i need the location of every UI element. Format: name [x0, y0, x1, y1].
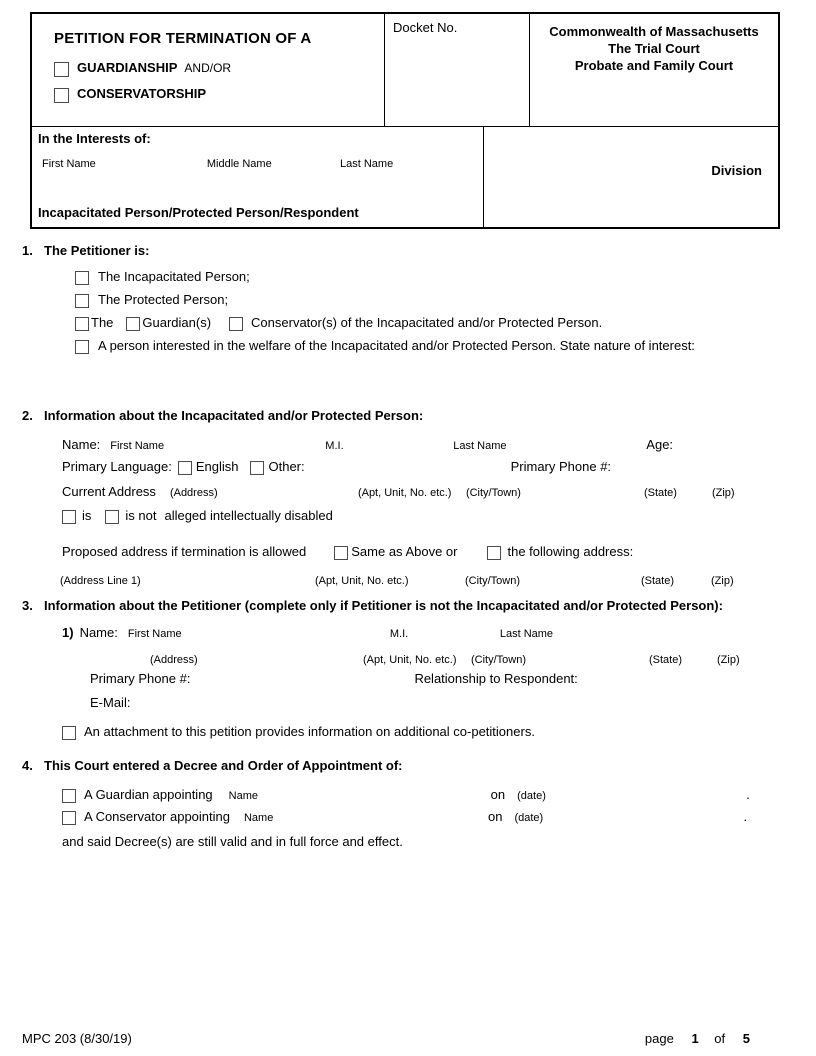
s2-age-label: Age: [646, 437, 674, 452]
the-label: The [91, 315, 114, 330]
s2-city-field [466, 484, 636, 500]
section-4-header [22, 758, 780, 773]
s2-city-caption: (City/Town) [465, 487, 521, 499]
court-line-2: The Trial Court [608, 41, 700, 56]
same-as-above-checkbox[interactable] [334, 546, 348, 560]
s3-zip-field [717, 651, 777, 667]
interests-first-name-caption: First Name [42, 158, 96, 170]
proposed-state-field [641, 572, 705, 588]
form-number: MPC 203 (8/30/19) [22, 1031, 132, 1046]
conservator-date-field [514, 809, 739, 825]
proposed-address1-field [60, 572, 305, 588]
guardian-appointing-label: A Guardian appointing [84, 787, 213, 802]
following-address-checkbox[interactable] [487, 546, 501, 560]
section-3-header [22, 598, 780, 613]
s2-apt-field [358, 484, 458, 500]
conservator-on-label: on [487, 809, 503, 824]
proposed-apt-caption: (Apt, Unit, No. etc.) [315, 575, 409, 587]
section-1-header [22, 243, 780, 258]
header-row-1 [32, 14, 778, 126]
proposed-state-caption: (State) [641, 575, 675, 587]
court-line-1: Commonwealth of Massachusetts [549, 24, 759, 39]
docket-cell [385, 14, 530, 126]
guardian-on-label: on [490, 787, 506, 802]
court-line-3: Probate and Family Court [574, 58, 734, 73]
section-3-title: Information about the Petitioner (complete only if Petitioner is not the Incapacitated and/or Protected Person): [44, 598, 723, 613]
s2-address-field [170, 484, 350, 500]
interested-person-label: A person interested in the welfare of the Incapacitated and/or Protected Person. State nature of interest: [98, 338, 695, 353]
proposed-zip-field [711, 572, 773, 588]
s2-phone-label: Primary Phone #: [510, 459, 612, 474]
conservator-decree-checkbox[interactable] [62, 811, 76, 825]
s3-relationship-label: Relationship to Respondent: [414, 671, 578, 686]
incapacitated-person-label: The Incapacitated Person; [98, 269, 250, 284]
decree-valid-label: and said Decree(s) are still valid and in full force and effect. [62, 834, 403, 849]
s2-zip-field [712, 484, 772, 500]
page-of-label: of [714, 1031, 726, 1046]
s2-address-caption: (Address) [169, 487, 218, 499]
guardians-checkbox[interactable] [126, 317, 140, 331]
conservators-label: Conservator(s) of the Incapacitated and/or Protected Person. [251, 315, 603, 330]
guardian-date-field [517, 787, 742, 803]
interests-last-name-field [340, 155, 477, 171]
s3-city-caption: (City/Town) [471, 654, 527, 666]
s2-state-field [644, 484, 706, 500]
conservator-appointing-label: A Conservator appointing [84, 809, 230, 824]
s3-apt-field [363, 651, 463, 667]
section-2-header [22, 408, 780, 423]
s2-mi-field [325, 437, 443, 453]
s3-last-name-caption: Last Name [499, 628, 554, 640]
s3-first-name-field [128, 625, 378, 641]
conservatorship-checkbox[interactable] [54, 88, 69, 103]
guardian-decree-checkbox[interactable] [62, 789, 76, 803]
interests-label: In the Interests of: [38, 131, 151, 146]
guardian-date-caption: (date) [517, 790, 546, 802]
s3-item-number: 1) [62, 625, 74, 640]
page-footer [22, 1031, 750, 1046]
same-as-above-label: Same as Above or [351, 544, 458, 559]
header-row-2 [32, 126, 778, 227]
s3-last-name-field [500, 625, 768, 641]
section-1-title: The Petitioner is: [44, 243, 150, 258]
is-checkbox[interactable] [62, 510, 76, 524]
conservator-name-caption: Name [243, 812, 274, 824]
interests-middle-name-field [207, 155, 324, 171]
division-cell [484, 127, 778, 227]
is-not-checkbox[interactable] [105, 510, 119, 524]
interests-middle-name-caption: Middle Name [206, 158, 272, 170]
s2-state-caption: (State) [643, 487, 677, 499]
s3-state-caption: (State) [649, 654, 683, 666]
division-label: Division [711, 163, 762, 178]
s3-zip-caption: (Zip) [717, 654, 740, 666]
page-total: 5 [742, 1031, 750, 1046]
section-2-number: 2. [22, 408, 33, 423]
conservator-name-field [244, 809, 476, 825]
proposed-address1-caption: (Address Line 1) [60, 575, 141, 587]
other-language-checkbox[interactable] [250, 461, 264, 475]
s3-state-field [649, 651, 711, 667]
s2-last-name-field [453, 437, 638, 453]
conservator-period: . [743, 809, 748, 824]
andor-label: AND/OR [184, 61, 232, 75]
other-language-label: Other: [268, 459, 305, 474]
s3-mi-caption: M.I. [389, 628, 409, 640]
english-checkbox[interactable] [178, 461, 192, 475]
s3-email-label: E-Mail: [90, 695, 131, 710]
s2-mi-caption: M.I. [325, 440, 344, 452]
conservator-date-caption: (date) [514, 812, 544, 824]
conservatorship-label: CONSERVATORSHIP [77, 86, 207, 101]
s2-zip-caption: (Zip) [711, 487, 735, 499]
guardian-name-field [229, 787, 479, 803]
guardians-label: Guardian(s) [142, 315, 212, 330]
s3-city-field [471, 651, 641, 667]
s2-first-name-field [110, 437, 315, 453]
proposed-city-field [465, 572, 633, 588]
interests-first-name-field [42, 155, 191, 171]
title-cell [32, 14, 385, 126]
s3-apt-caption: (Apt, Unit, No. etc.) [363, 654, 457, 666]
s3-address-caption: (Address) [150, 654, 198, 666]
proposed-apt-field [315, 572, 455, 588]
conservators-checkbox[interactable] [229, 317, 243, 331]
proposed-city-caption: (City/Town) [465, 575, 521, 587]
attachment-label: An attachment to this petition provides information on additional co-petitioners. [84, 724, 535, 739]
following-address-label: the following address: [507, 544, 634, 559]
the-checkbox[interactable] [75, 317, 89, 331]
guardian-name-caption: Name [228, 790, 258, 802]
s3-name-label: Name: [79, 625, 118, 640]
court-cell [530, 14, 778, 126]
section-3-number: 3. [22, 598, 33, 613]
s2-apt-caption: (Apt, Unit, No. etc.) [357, 487, 452, 499]
protected-person-checkbox[interactable] [75, 294, 89, 308]
form-title: PETITION FOR TERMINATION OF A [54, 30, 312, 47]
interests-cell [32, 127, 484, 227]
protected-person-label: The Protected Person; [98, 292, 229, 307]
guardianship-label: GUARDIANSHIP [77, 60, 178, 75]
respondent-label: Incapacitated Person/Protected Person/Respondent [38, 205, 359, 220]
section-1-number: 1. [22, 243, 33, 258]
s3-address-field [150, 651, 355, 667]
is-not-label: is not [125, 508, 157, 523]
page-label: page [644, 1031, 674, 1046]
section-2-title: Information about the Incapacitated and/or Protected Person: [44, 408, 424, 423]
s2-language-label: Primary Language: [62, 459, 172, 474]
s2-first-name-caption: First Name [110, 440, 165, 452]
section-4-title: This Court entered a Decree and Order of Appointment of: [44, 758, 403, 773]
alleged-label: alleged intellectually disabled [164, 508, 333, 523]
proposed-zip-caption: (Zip) [711, 575, 734, 587]
docket-label: Docket No. [393, 20, 458, 35]
s3-first-name-caption: First Name [127, 628, 182, 640]
s2-address-label: Current Address [62, 484, 156, 499]
s3-phone-label: Primary Phone #: [90, 671, 191, 686]
page-indicator [645, 1031, 750, 1046]
s2-last-name-caption: Last Name [453, 440, 507, 452]
guardianship-checkbox[interactable] [54, 62, 69, 77]
header-box [30, 12, 780, 229]
page-current: 1 [691, 1031, 699, 1046]
interests-last-name-caption: Last Name [340, 158, 394, 170]
proposed-address-label: Proposed address if termination is allowed [62, 544, 307, 559]
interested-person-checkbox[interactable] [75, 340, 89, 354]
is-label: is [82, 508, 92, 523]
incapacitated-person-checkbox[interactable] [75, 271, 89, 285]
english-label: English [195, 459, 239, 474]
section-4-number: 4. [22, 758, 33, 773]
s3-mi-field [390, 625, 490, 641]
s2-name-label: Name: [62, 437, 101, 452]
guardian-period: . [746, 787, 750, 802]
attachment-checkbox[interactable] [62, 726, 76, 740]
